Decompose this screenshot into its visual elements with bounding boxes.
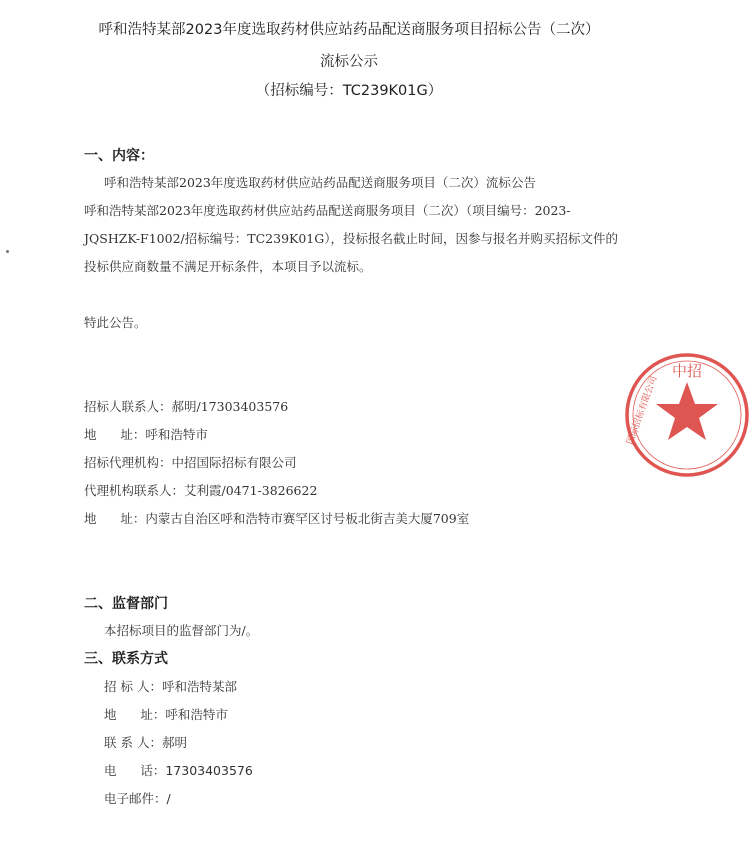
document-title: 呼和浩特某部2023年度选取药材供应站药品配送商服务项目招标公告（二次） — [98, 22, 600, 38]
official-seal-stamp — [622, 350, 752, 480]
tender-number: （招标编号：TC239K01G） — [255, 83, 443, 99]
tenderer-address: 地 址：呼和浩特市 — [84, 427, 208, 442]
agency-contact: 代理机构联系人：艾利霞/0471-3826622 — [84, 483, 318, 498]
content-line-1: 呼和浩特某部2023年度选取药材供应站药品配送商服务项目（二次）流标公告 — [104, 175, 536, 190]
agency-name: 招标代理机构：中招国际招标有限公司 — [84, 455, 297, 470]
section-2-heading: 二、监督部门 — [84, 596, 168, 612]
section-1-heading: 一、内容： — [84, 148, 154, 164]
document-subtitle: 流标公示 — [320, 54, 378, 70]
seal-arc-text: 国际招标有限公司 — [625, 374, 660, 447]
contact-phone: 电 话：17303403576 — [104, 763, 253, 778]
section-3-heading: 三、联系方式 — [84, 651, 168, 667]
seal-top-text: 中招 — [671, 362, 703, 380]
tenderer-contact: 招标人联系人：郝明/17303403576 — [84, 399, 289, 414]
supervision-text: 本招标项目的监督部门为/。 — [104, 623, 259, 638]
agency-address: 地 址：内蒙古自治区呼和浩特市赛罕区讨号板北街吉美大厦709室 — [84, 511, 470, 526]
content-line-4: 投标供应商数量不满足开标条件，本项目予以流标。 — [84, 259, 372, 274]
seal-star-icon — [656, 382, 718, 440]
contact-person: 联 系 人：郝明 — [104, 735, 187, 750]
contact-email: 电子邮件：/ — [104, 791, 171, 806]
contact-address: 地 址：呼和浩特市 — [104, 707, 228, 722]
content-line-2: 呼和浩特某部2023年度选取药材供应站药品配送商服务项目（二次）（项目编号：2023- — [84, 203, 571, 218]
notice-text: 特此公告。 — [84, 315, 147, 330]
content-line-3: JQSHZK-F1002/招标编号：TC239K01G），投标报名截止时间，因参与报名并购买招标文件的 — [84, 231, 618, 246]
contact-tenderer: 招 标 人：呼和浩特某部 — [104, 679, 237, 694]
scan-speck — [6, 250, 9, 253]
